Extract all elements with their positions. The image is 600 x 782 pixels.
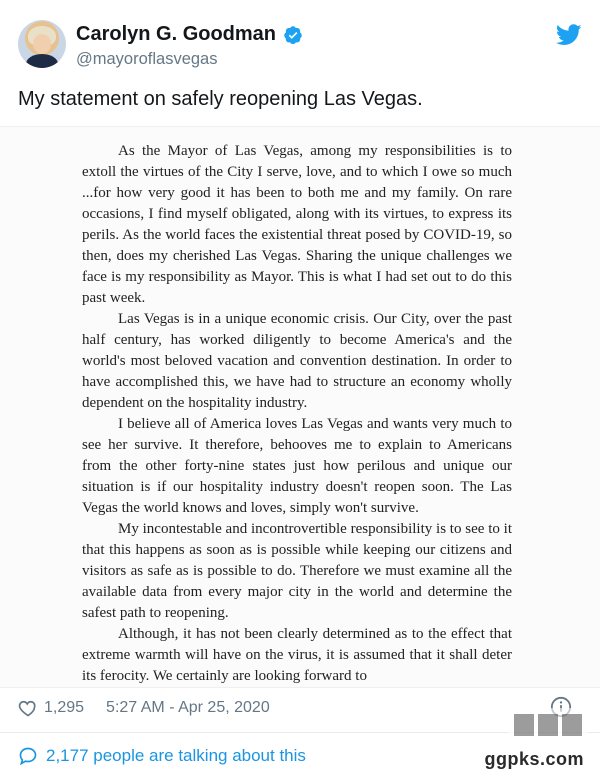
- statement-paragraph: As the Mayor of Las Vegas, among my responsibilities is to extoll the virtues of the City I serve, love, and to which I owe so much ...for how very good it has been to both me and my family. On rare occasions, I find myself obligated, along with its virtues, to express its perils. As the world faces the existential threat posed by COVID-19, so then, does my cherished Las Vegas. Sharing the unique challenges we face is my responsibility as Mayor. This is what I had set out to do this past week.: [82, 143, 512, 306]
- like-count[interactable]: 1,295: [44, 699, 85, 716]
- tweet-text: My statement on safely reopening Las Vegas.: [18, 88, 423, 110]
- user-handle[interactable]: @mayoroflasvegas: [76, 50, 218, 68]
- statement-paragraph: Although, it has not been clearly determined as to the effect that extreme warmth will have on the virus, it is assumed that it shall deter its ferocity. We certainly are looking forward to: [82, 626, 512, 684]
- heart-icon[interactable]: [18, 698, 38, 718]
- statement-paragraph: Las Vegas is in a unique economic crisis. Our City, over the past half century, has worked diligently to become America's and the world's most beloved vacation and convention destination. In order to have accomplished this, we have had to structure an economy wholly dependent on the hospitality industry.: [82, 311, 512, 411]
- site-watermark: [484, 700, 594, 776]
- watermark-text: ggpks.com: [484, 749, 584, 769]
- tweet-actions: [18, 694, 582, 722]
- avatar[interactable]: [18, 20, 66, 68]
- watermark-logo-icon: [502, 700, 594, 750]
- conversation-link[interactable]: [18, 746, 306, 766]
- conversation-link-text[interactable]: 2,177 people are talking about this: [46, 746, 306, 765]
- user-name[interactable]: [76, 23, 303, 46]
- statement-paragraph: I believe all of America loves Las Vegas and wants very much to see her survive. It therefore, behooves me to explain to Americans from the other forty-nine states just how perilous and unique our situation is if our hospitality industry doesn't reopen soon. The Las Vegas the world knows and loves, simply won't survive.: [82, 416, 512, 516]
- user-name-text[interactable]: Carolyn G. Goodman: [76, 23, 277, 45]
- speech-bubble-icon: [18, 746, 38, 766]
- tweet-timestamp[interactable]: 5:27 AM - Apr 25, 2020: [106, 699, 270, 716]
- statement-body: [82, 141, 512, 687]
- statement-paragraph: My incontestable and incontrovertible responsibility is to see to it that this happens as soon as is possible while keeping our citizens and visitors as safe as is possible to do. Therefore we must examine all the available data from every major city in the world and determine the safest path to reopening.: [82, 521, 512, 621]
- statement-image[interactable]: [0, 126, 600, 688]
- twitter-bird-icon[interactable]: [556, 24, 582, 46]
- verified-badge-icon: [283, 25, 303, 45]
- tweet-header: [18, 14, 582, 74]
